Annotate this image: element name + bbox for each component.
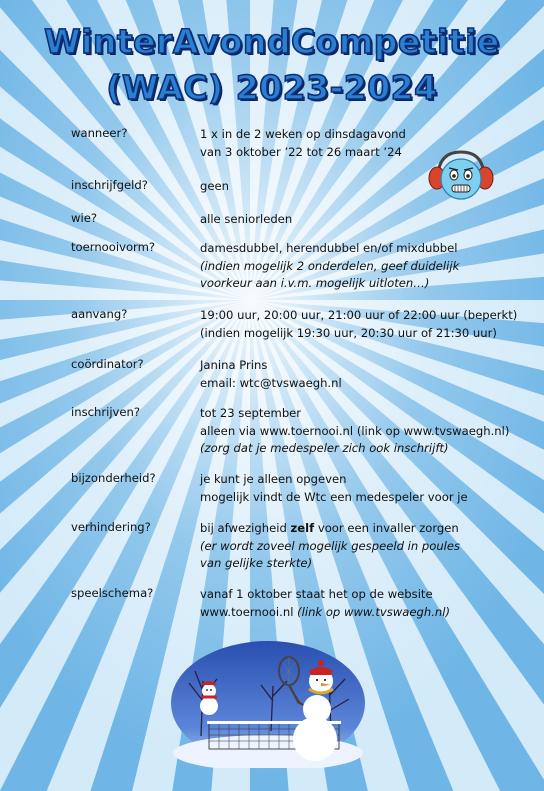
- value-line: email: wtc@tvswaegh.nl: [200, 375, 342, 390]
- value-line: 1 x in de 2 weken op dinsdagavond: [200, 127, 406, 141]
- value-wie: [200, 211, 292, 229]
- value-text: voor een invaller zorgen: [317, 521, 459, 535]
- label-inschrijfgeld: inschrijfgeld?: [71, 178, 148, 192]
- value-line: 19:00 uur, 20:00 uur, 21:00 uur of 22:00 uur (beperkt): [200, 308, 518, 322]
- value-text: bij afwezigheid: [200, 521, 287, 535]
- label-toernooivorm: toernooivorm?: [71, 240, 156, 254]
- title-line-1: WinterAvondCompetitie: [44, 22, 500, 61]
- value-line: voorkeur aan i.v.m. mogelijk uitloten…): [200, 276, 430, 290]
- label-verhindering: verhindering?: [71, 520, 151, 534]
- value-wanneer: [200, 126, 406, 161]
- value-toernooivorm: [200, 240, 459, 293]
- value-aanvang: [200, 307, 517, 342]
- cold-face-icon: [428, 148, 494, 204]
- value-line: (indien mogelijk 19:30 uur, 20:30 uur of 21:30 uur): [200, 325, 497, 340]
- label-wie: wie?: [71, 211, 97, 225]
- value-line: alle seniorleden: [200, 212, 293, 226]
- title-line-2: (WAC) 2023-2024: [106, 68, 438, 107]
- value-line: (zorg dat je medespeler zich ook inschrijft): [200, 441, 449, 455]
- value-inschrijven: [200, 405, 509, 458]
- value-line: [200, 604, 450, 622]
- label-bijzonderheid: bijzonderheid?: [71, 471, 156, 485]
- value-coordinator: [200, 357, 342, 392]
- value-line: Janina Prins: [200, 358, 268, 372]
- value-line: (indien mogelijk 2 onderdelen, geef duidelijk: [200, 258, 460, 273]
- label-aanvang: aanvang?: [71, 307, 128, 321]
- label-inschrijven: inschrijven?: [71, 405, 141, 419]
- value-line: mogelijk vindt de Wtc een medespeler voor je: [200, 489, 468, 504]
- value-line: van gelijke sterkte): [200, 556, 313, 570]
- value-line: (er wordt zoveel mogelijk gespeeld in poules: [200, 538, 461, 553]
- value-text: www.toernooi.nl: [200, 604, 294, 619]
- snowman-tennis-illustration: [171, 641, 365, 768]
- value-verhindering: [200, 520, 460, 573]
- value-speelschema: [200, 586, 450, 621]
- label-wanneer: wanneer?: [71, 126, 128, 140]
- value-emphasis: zelf: [290, 521, 315, 535]
- value-line: damesdubbel, herendubbel en/of mixdubbel: [200, 241, 458, 255]
- value-line: alleen via www.toernooi.nl (link op www.tvswaegh.nl): [200, 423, 510, 438]
- value-line: [200, 520, 460, 538]
- label-speelschema: speelschema?: [71, 586, 154, 600]
- value-text: (link op www.tvswaegh.nl): [297, 604, 451, 619]
- value-line: van 3 oktober ’22 tot 26 maart ’24: [200, 144, 402, 159]
- value-line: geen: [200, 179, 229, 193]
- value-inschrijfgeld: [200, 178, 229, 196]
- label-coordinator: coördinator?: [71, 357, 144, 371]
- value-line: vanaf 1 oktober staat het op de website: [200, 587, 433, 601]
- value-line: je kunt je alleen opgeven: [200, 472, 347, 486]
- value-bijzonderheid: [200, 471, 468, 506]
- value-line: tot 23 september: [200, 406, 302, 420]
